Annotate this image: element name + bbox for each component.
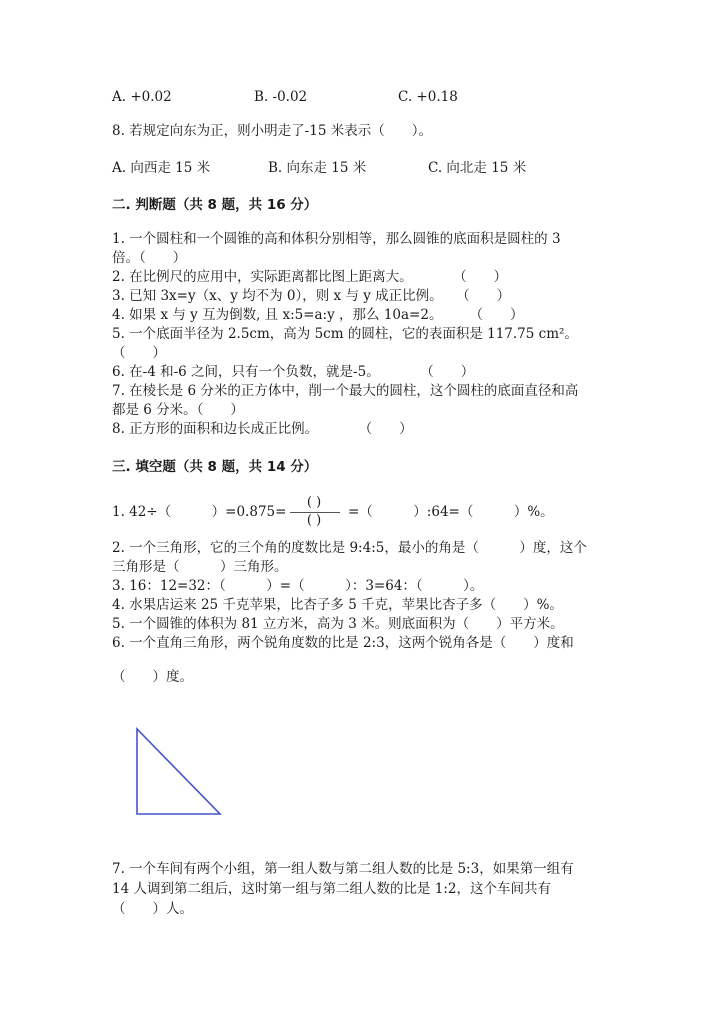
s3-q1-fraction — [290, 496, 340, 530]
s3-q1-right: =（ ）:64=（ ）%。 — [348, 504, 554, 520]
s3-q1-left: 1. 42÷（ ）=0.875= — [112, 504, 287, 520]
fraction-denominator: ( ) — [306, 513, 322, 528]
s2-line: （ ） — [112, 345, 166, 361]
s3-q6-continuation: （ ）度。 — [112, 669, 193, 685]
section2-title: 二. 判断题（共 8 题，共 16 分） — [112, 197, 318, 213]
s2-line: 4. 如果 x 与 y 互为倒数, 且 x:5=a:y ，那么 10a=2。 （ ） — [112, 307, 524, 323]
s2-line: 7. 在棱长是 6 分米的正方体中，削一个最大的圆柱，这个圆柱的底面直径和高 — [112, 383, 579, 399]
q8-text: 8. 若规定向东为正，则小明走了-15 米表示（ ）。 — [112, 123, 432, 139]
s2-line: 5. 一个底面半径为 2.5cm，高为 5cm 的圆柱，它的表面积是 117.75 cm²。 — [112, 326, 578, 342]
s2-line: 3. 已知 3x=y（x、y 均不为 0），则 x 与 y 成正比例。 （ ） — [112, 288, 511, 304]
s3-line: 6. 一个直角三角形，两个锐角度数的比是 2:3，这两个锐角各是（ ）度和 — [112, 635, 574, 651]
s3-line: 2. 一个三角形，它的三个角的度数比是 9:4:5，最小的角是（ ）度，这个 — [112, 540, 587, 556]
q7-option-b: B. -0.02 — [254, 89, 308, 105]
s3-line: 4. 水果店运来 25 千克苹果，比杏子多 5 千克，苹果比杏子多（ ）%。 — [112, 597, 563, 613]
s3-q7-line: （ ）人。 — [112, 901, 193, 917]
triangle-shape — [137, 729, 220, 814]
s2-line: 8. 正方形的面积和边长成正比例。 （ ） — [112, 421, 413, 437]
section3-title: 三. 填空题（共 8 题，共 14 分） — [112, 459, 318, 475]
s2-line: 1. 一个圆柱和一个圆锥的高和体积分别相等，那么圆锥的底面积是圆柱的 3 — [112, 231, 561, 247]
right-triangle-figure — [130, 722, 226, 820]
s3-q7-line: 14 人调到第二组后，这时第一组与第二组人数的比是 1:2，这个车间共有 — [112, 881, 551, 897]
q8-option-b: B. 向东走 15 米 — [268, 160, 367, 176]
q8-option-a: A. 向西走 15 米 — [112, 160, 211, 176]
s3-line: 3. 16：12=32：（ ）=（ ）：3=64：（ ）。 — [112, 578, 484, 594]
s2-line: 都是 6 分米。（ ） — [112, 402, 244, 418]
s3-line: 5. 一个圆锥的体积为 81 立方米，高为 3 米。则底面积为（ ）平方米。 — [112, 616, 564, 632]
s2-line: 倍。（ ） — [112, 250, 187, 266]
s3-q7-line: 7. 一个车间有两个小组，第一组人数与第二组人数的比是 5:3，如果第一组有 — [112, 861, 574, 877]
s3-line: 三角形是（ ）三角形。 — [112, 559, 288, 575]
q8-option-c: C. 向北走 15 米 — [428, 160, 527, 176]
q7-option-a: A. +0.02 — [112, 89, 172, 105]
s2-line: 6. 在-4 和-6 之间，只有一个负数，就是-5。 （ ） — [112, 364, 475, 380]
fraction-numerator: ( ) — [306, 495, 322, 510]
q7-option-c: C. +0.18 — [398, 89, 458, 105]
s2-line: 2. 在比例尺的应用中，实际距离都比图上距离大。 （ ） — [112, 269, 508, 285]
